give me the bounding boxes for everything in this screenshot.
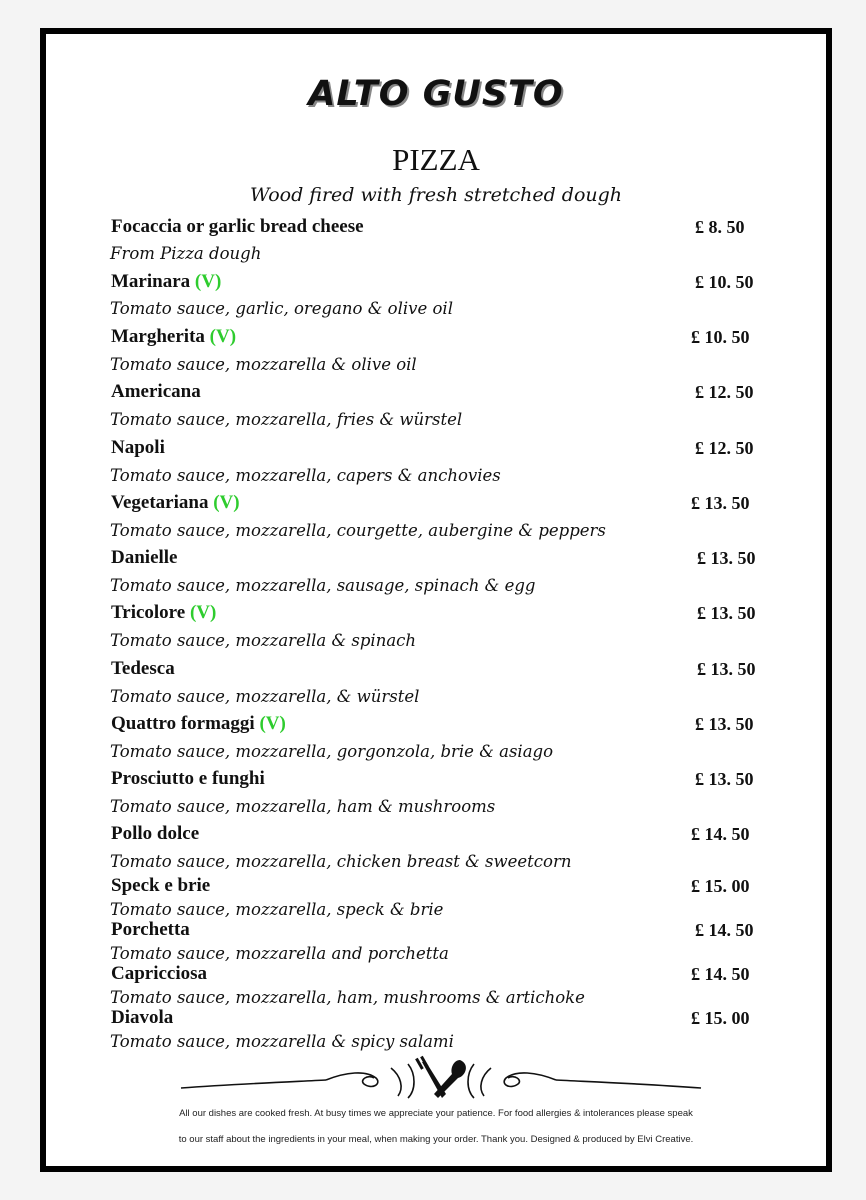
menu-item-name-text: Speck e brie [111, 875, 211, 896]
footnote-line-1: All our dishes are cooked fresh. At busy times we appreciate your patience. For food allergies & intolerances please speak [179, 1108, 693, 1119]
menu-item-name-text: Americana [111, 381, 201, 402]
menu-item-description: Tomato sauce, mozzarella & spicy salami [110, 1032, 454, 1051]
section-subtitle: Wood fired with fresh stretched dough [249, 184, 623, 206]
menu-item-name-text: Marinara [111, 271, 191, 292]
menu-item-name [111, 547, 178, 569]
menu-item-description: Tomato sauce, mozzarella, capers & anchovies [110, 466, 501, 485]
vegetarian-badge: (V) [189, 602, 217, 623]
menu-item-description: From Pizza dough [110, 244, 262, 263]
menu-item-description: Tomato sauce, mozzarella, courgette, aubergine & peppers [110, 521, 606, 540]
menu-item-description: Tomato sauce, mozzarella, gorgonzola, brie & asiago [110, 742, 554, 761]
menu-item-name-text: Vegetariana [111, 492, 209, 513]
menu-item-description: Tomato sauce, mozzarella, speck & brie [110, 900, 444, 919]
menu-item-name-text: Pollo dolce [111, 823, 200, 844]
menu-item-name-text: Margherita [111, 326, 205, 347]
menu-item-description: Tomato sauce, mozzarella and porchetta [110, 944, 449, 963]
section-title: PIZZA [392, 142, 480, 177]
menu-item-price: £ 13. 50 [697, 659, 756, 679]
menu-item-name [111, 1007, 173, 1029]
menu-item-price: £ 14. 50 [691, 964, 750, 984]
menu-item-name [111, 271, 221, 293]
vegetarian-badge: (V) [209, 326, 237, 347]
menu-item-name [111, 437, 165, 459]
menu-item-name [111, 919, 190, 941]
menu-item-price: £ 15. 00 [691, 1008, 750, 1028]
menu-item-price: £ 10. 50 [691, 327, 750, 347]
menu-item-name [111, 963, 207, 985]
menu-item-name-text: Tedesca [111, 658, 175, 679]
footnote-line-2: to our staff about the ingredients in your meal, when making your order. Thank you. Designed & produced by Elvi Creative. [178, 1134, 694, 1145]
cutlery-flourish-icon [176, 1054, 706, 1102]
menu-item-description: Tomato sauce, garlic, oregano & olive oil [110, 299, 453, 318]
menu-item-name-text: Napoli [111, 437, 165, 458]
menu-page [40, 28, 832, 1172]
menu-item-name [111, 875, 210, 897]
menu-item-price: £ 14. 50 [691, 824, 750, 844]
menu-item-price: £ 13. 50 [691, 493, 750, 513]
menu-item-name [111, 381, 201, 403]
menu-item-price: £ 13. 50 [695, 769, 754, 789]
menu-item-price: £ 12. 50 [695, 438, 754, 458]
menu-item-description: Tomato sauce, mozzarella, ham, mushrooms & artichoke [110, 988, 585, 1007]
menu-item-name [111, 216, 364, 238]
menu-item-price: £ 15. 00 [691, 876, 750, 896]
menu-item-price: £ 12. 50 [695, 382, 754, 402]
menu-item-name-text: Diavola [111, 1007, 174, 1028]
menu-item-name-text: Porchetta [111, 919, 190, 940]
vegetarian-badge: (V) [194, 271, 222, 292]
vegetarian-badge: (V) [213, 492, 240, 513]
menu-item-price: £ 10. 50 [695, 272, 754, 292]
menu-item-name-text: Tricolore [111, 602, 186, 623]
menu-item-name [111, 602, 216, 624]
menu-item-price: £ 13. 50 [695, 714, 754, 734]
menu-item-name [111, 768, 265, 790]
menu-item-price: £ 14. 50 [695, 920, 754, 940]
menu-item-description: Tomato sauce, mozzarella, ham & mushrooms [110, 797, 496, 816]
menu-item-price: £ 8. 50 [695, 217, 745, 237]
menu-item-name [111, 658, 175, 680]
menu-item-name-text: Focaccia or garlic bread cheese [111, 216, 364, 237]
menu-item-description: Tomato sauce, mozzarella & olive oil [110, 355, 417, 374]
menu-item-name-text: Capricciosa [111, 963, 208, 984]
menu-item-name-text: Danielle [111, 547, 178, 568]
menu-item-description: Tomato sauce, mozzarella, fries & würstel [110, 410, 463, 429]
menu-item-name [111, 326, 236, 348]
menu-item-name-text: Quattro formaggi [111, 713, 255, 734]
menu-item-price: £ 13. 50 [697, 548, 756, 568]
brand-title: ALTO GUSTO [308, 74, 564, 114]
menu-item-name-text: Prosciutto e funghi [111, 768, 265, 789]
menu-item-description: Tomato sauce, mozzarella, & würstel [110, 687, 420, 706]
menu-item-description: Tomato sauce, mozzarella, sausage, spinach & egg [110, 576, 536, 595]
menu-item-description: Tomato sauce, mozzarella, chicken breast & sweetcorn [110, 852, 572, 871]
vegetarian-badge: (V) [259, 713, 286, 734]
menu-item-price: £ 13. 50 [697, 603, 756, 623]
menu-item-name [111, 823, 199, 845]
menu-item-description: Tomato sauce, mozzarella & spinach [110, 631, 417, 650]
menu-item-name [111, 713, 286, 735]
menu-item-name [111, 492, 240, 514]
